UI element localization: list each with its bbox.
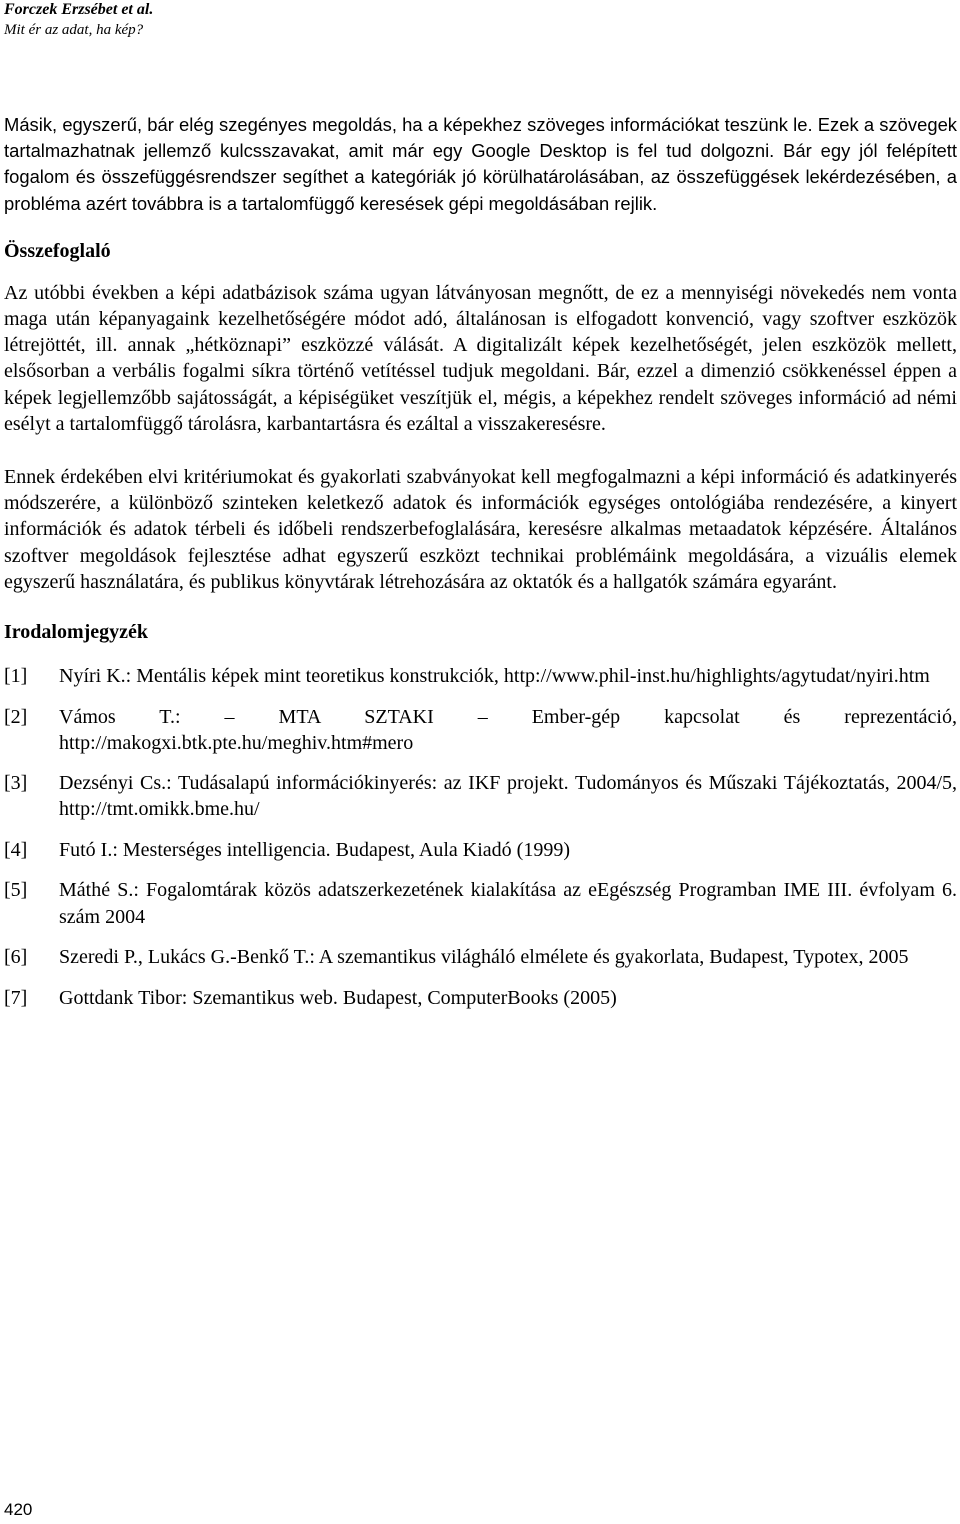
intro-paragraph: Másik, egyszerű, bár elég szegényes megoldás, ha a képekhez szöveges információkat teszünk le. Ezek a szövegek tartalmazhatnak jellemző kulcsszavakat, amit már egy Google Desktop is fel tud dolgozni. Bár egy jól felépített fogalom és összefüggésrendszer segíthet a kategóriák jó körülhatárolásában, az összefüggések lekérdezésében, a probléma azért továbbra is a tartalomfüggő keresések gépi megoldásában rejlik. (4, 114, 957, 214)
reference-item (4, 877, 957, 929)
reference-text: Máthé S.: Fogalomtárak közös adatszerkezetének kialakítása az eEgészség Programban IME III. évfolyam 6. szám 2004 (59, 879, 957, 928)
reference-number: [3] (4, 772, 28, 795)
reference-number: [5] (4, 879, 28, 902)
reference-item (4, 663, 957, 689)
header-author: Forczek Erzsébet et al. (4, 1, 154, 18)
reference-text: Nyíri K.: Mentális képek mint teoretikus konstrukciók, http://www.phil-inst.hu/highlights/agytudat/nyiri.htm (59, 665, 930, 688)
reference-item (4, 770, 957, 822)
document-body (4, 112, 957, 1025)
summary-paragraph-1: Az utóbbi években a képi adatbázisok száma ugyan látványosan megnőtt, de ez a mennyiségi növekedés nem vonta maga után képanyagaink kezelhetőségére módot adó, általánosan is elfogadott konvenció, vagy szoftver eszközök létrejöttét, ill. annak „hétköznapi” eszközzé válását. A digitalizált képek kezelhetőségét, jelen eszközök mellett, elsősorban a verbális fogalmi síkra történő vetítéssel tudjuk megoldani. Bár, ezzel a dimenzió csökkenéssel éppen a képek legjellemzőbb sajátosságát, a képiségüket veszítjük el, mégis, a képekhez rendelt szöveges információ ad némi esélyt a tartalomfüggő tárolásra, karbantartásra és ezáltal a visszakeresésre. (4, 281, 957, 435)
reference-item (4, 704, 957, 756)
reference-number: [1] (4, 665, 28, 688)
reference-item (4, 985, 957, 1011)
reference-text: Dezsényi Cs.: Tudásalapú információkinyerés: az IKF projekt. Tudományos és Műszaki Tájékoztatás, 2004/5, http://tmt.omikk.bme.hu/ (59, 772, 957, 821)
reference-text: Gottdank Tibor: Szemantikus web. Budapest, ComputerBooks (2005) (59, 986, 617, 1009)
reference-text: Szeredi P., Lukács G.-Benkő T.: A szemantikus világháló elmélete és gyakorlata, Budapest, Typotex, 2005 (59, 946, 909, 969)
page-number: 420 (4, 1500, 33, 1519)
reference-text: Futó I.: Mesterséges intelligencia. Budapest, Aula Kiadó (1999) (59, 838, 571, 861)
reference-number: [6] (4, 946, 28, 969)
reference-text: Vámos T.: – MTA SZTAKI – Ember-gép kapcsolat és reprezentáció, http://makogxi.btk.pte.hu/meghiv.htm#mero (59, 705, 957, 754)
reference-list (4, 663, 957, 1011)
summary-heading: Összefoglaló (4, 239, 111, 262)
header-subtitle: Mit ér az adat, ha kép? (4, 22, 144, 38)
reference-number: [4] (4, 838, 28, 861)
reference-item (4, 837, 957, 863)
running-header (4, 0, 153, 40)
reference-number: [7] (4, 986, 28, 1009)
references-heading: Irodalomjegyzék (4, 621, 149, 644)
reference-item (4, 944, 957, 970)
summary-paragraph-2: Ennek érdekében elvi kritériumokat és gyakorlati szabványokat kell megfogalmazni a képi információ és adatkinyerés módszerére, a különböző szinteken keletkező adatok és információk egységes ontológiába rendezésére, a kinyert információk és adatok térbeli és időbeli rendszerbefoglalására, keresésre alkalmas metaadatok képzésére. Általános szoftver megoldások fejlesztése adhat egyszerű eszközt technikai problémáink megoldására, a vizuális elemek egyszerű használatára, és publikus könyvtárak létrehozására az oktatók és a hallgatók számára egyaránt. (4, 466, 957, 593)
reference-number: [2] (4, 705, 28, 728)
